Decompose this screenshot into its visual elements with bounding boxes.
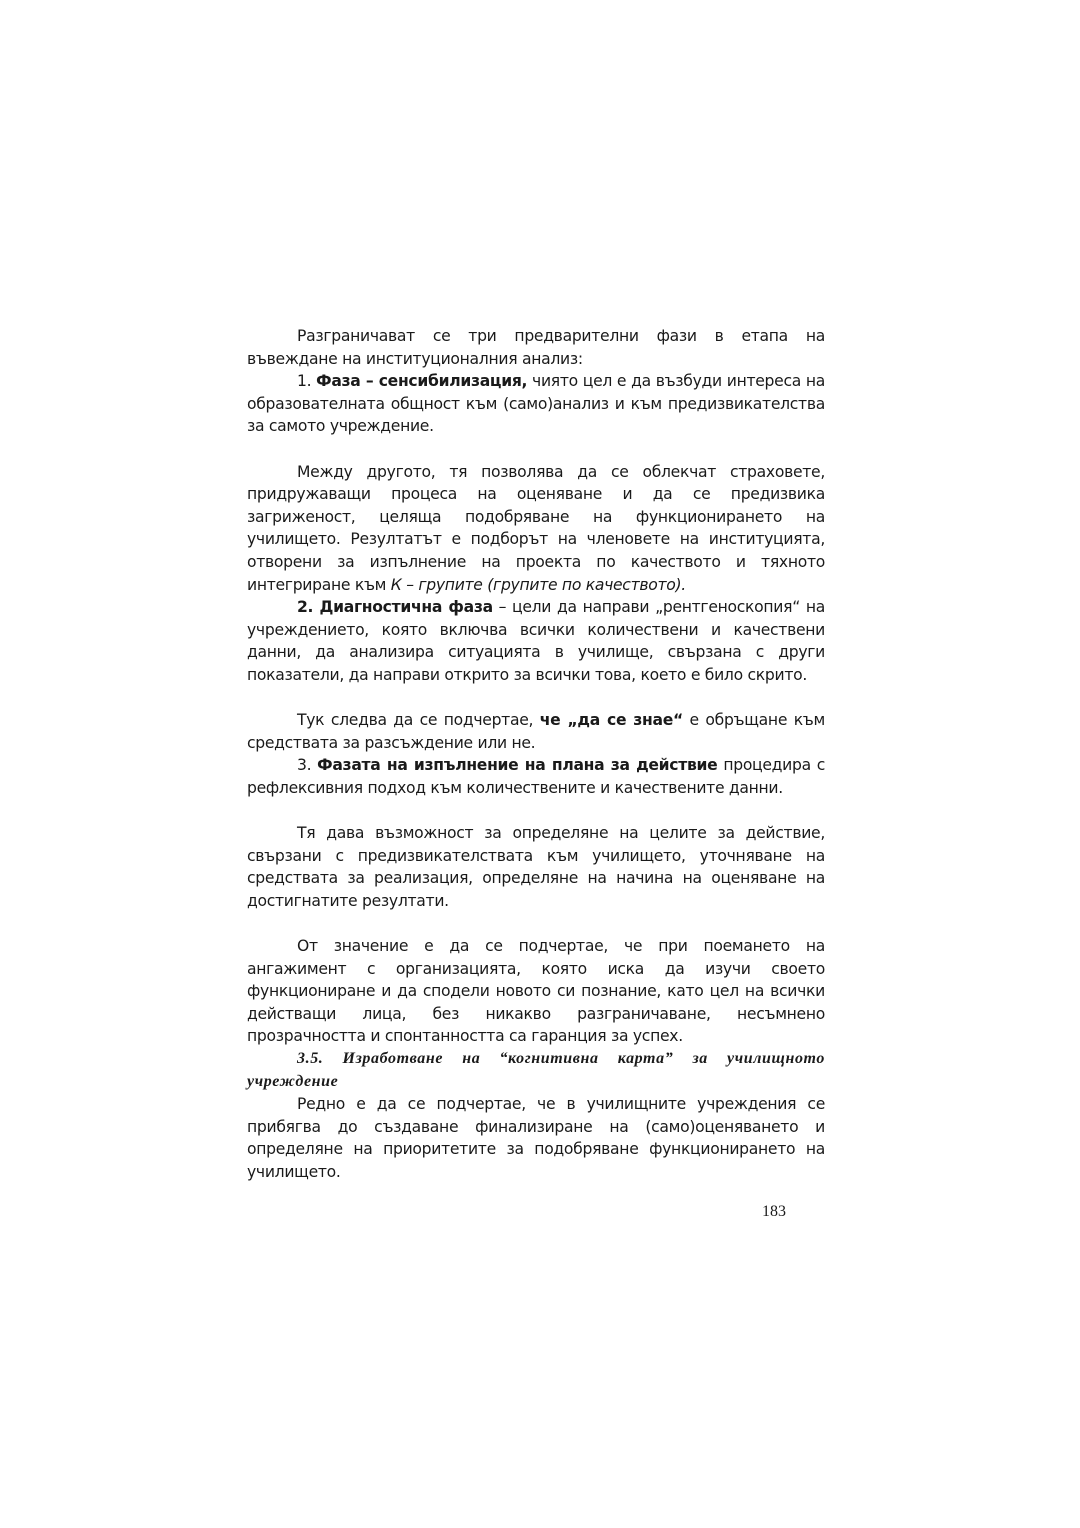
paragraph-intro-text: Разграничават се три предварителни фази в етапа на въвеждане на институционалния анализ: <box>247 327 825 368</box>
phase-2-text: – цели да направи „рентгеноскопия“ на учреждението, която включва всички количествени и качествени данни, да анализира ситуацията в училище, свързана с други показатели, да направи открито за всички това, което е било скрито. <box>247 598 825 684</box>
paragraph-fears-text: Между другото, тя позволява да се облекчат страховете, придружаващи процеса на оценяване и да се предизвика загриженост, целяща подобряване на функционирането на училището. Резултатът е подборът на членовете на институцията, отворени за изпълнение на проекта по качеството и тяхното интегриране към <box>247 462 825 594</box>
phase-1-title: Фаза – сенсибилизация, <box>316 372 528 391</box>
body-text <box>247 325 825 1184</box>
phase-1-number: 1. <box>297 372 317 391</box>
to-know-after: е обръщане към средствата за разсъждение или не. <box>247 711 825 752</box>
phase-3-title: Фазата на изпълнение на плана за действие <box>317 756 718 775</box>
paragraph-intro <box>247 325 825 370</box>
paragraph-closing <box>247 1093 825 1183</box>
to-know-before: Тук следва да се подчертае, <box>297 711 540 730</box>
paragraph-closing-text: Редно е да се подчертае, че в училищните учреждения се прибягва до създаване финализиране на (само)оценяването и определяне на приоритетите за подобряване функционирането на училището. <box>247 1095 825 1181</box>
paragraph-phase-1 <box>247 370 825 438</box>
paragraph-action-goals <box>247 822 825 912</box>
section-heading: 3.5. Изработване на “когнитивна карта” за училищното учреждение <box>247 1050 825 1090</box>
paragraph-fears <box>247 461 825 597</box>
phase-3-text: процедира с рефлексивния подход към количествените и качествените данни. <box>247 756 825 797</box>
paragraph-to-know <box>247 709 825 754</box>
to-know-bold: че „да се знае“ <box>539 711 683 730</box>
paragraph-action-goals-text: Тя дава възможност за определяне на целите за действие, свързани с предизвикателствата към училището, уточняване на средствата за реализация, определяне на начина на оценяване на достигнатите резултати. <box>247 824 825 910</box>
phase-3-number: 3. <box>297 756 318 775</box>
k-groups-italic: К – групите (групите по качеството). <box>390 575 686 594</box>
paragraph-commitment <box>247 935 825 1048</box>
paragraph-phase-3 <box>247 754 825 799</box>
paragraph-commitment-text: От значение е да се подчертае, че при поемането на ангажимент с организацията, която иска да изучи своето функциониране и да сподели новото си познание, като цел на всички действащи лица, без никакво разграничаване, несъмнено прозрачността и спонтанността са гаранция за успех. <box>247 937 825 1046</box>
phase-1-text: чиято цел е да възбуди интереса на образователната общност към (само)анализ и към предизвикателства за самото учреждение. <box>247 372 825 436</box>
page-number: 183 <box>762 1203 786 1220</box>
paragraph-phase-2 <box>247 596 825 686</box>
phase-2-title: 2. Диагностична фаза <box>297 598 493 617</box>
